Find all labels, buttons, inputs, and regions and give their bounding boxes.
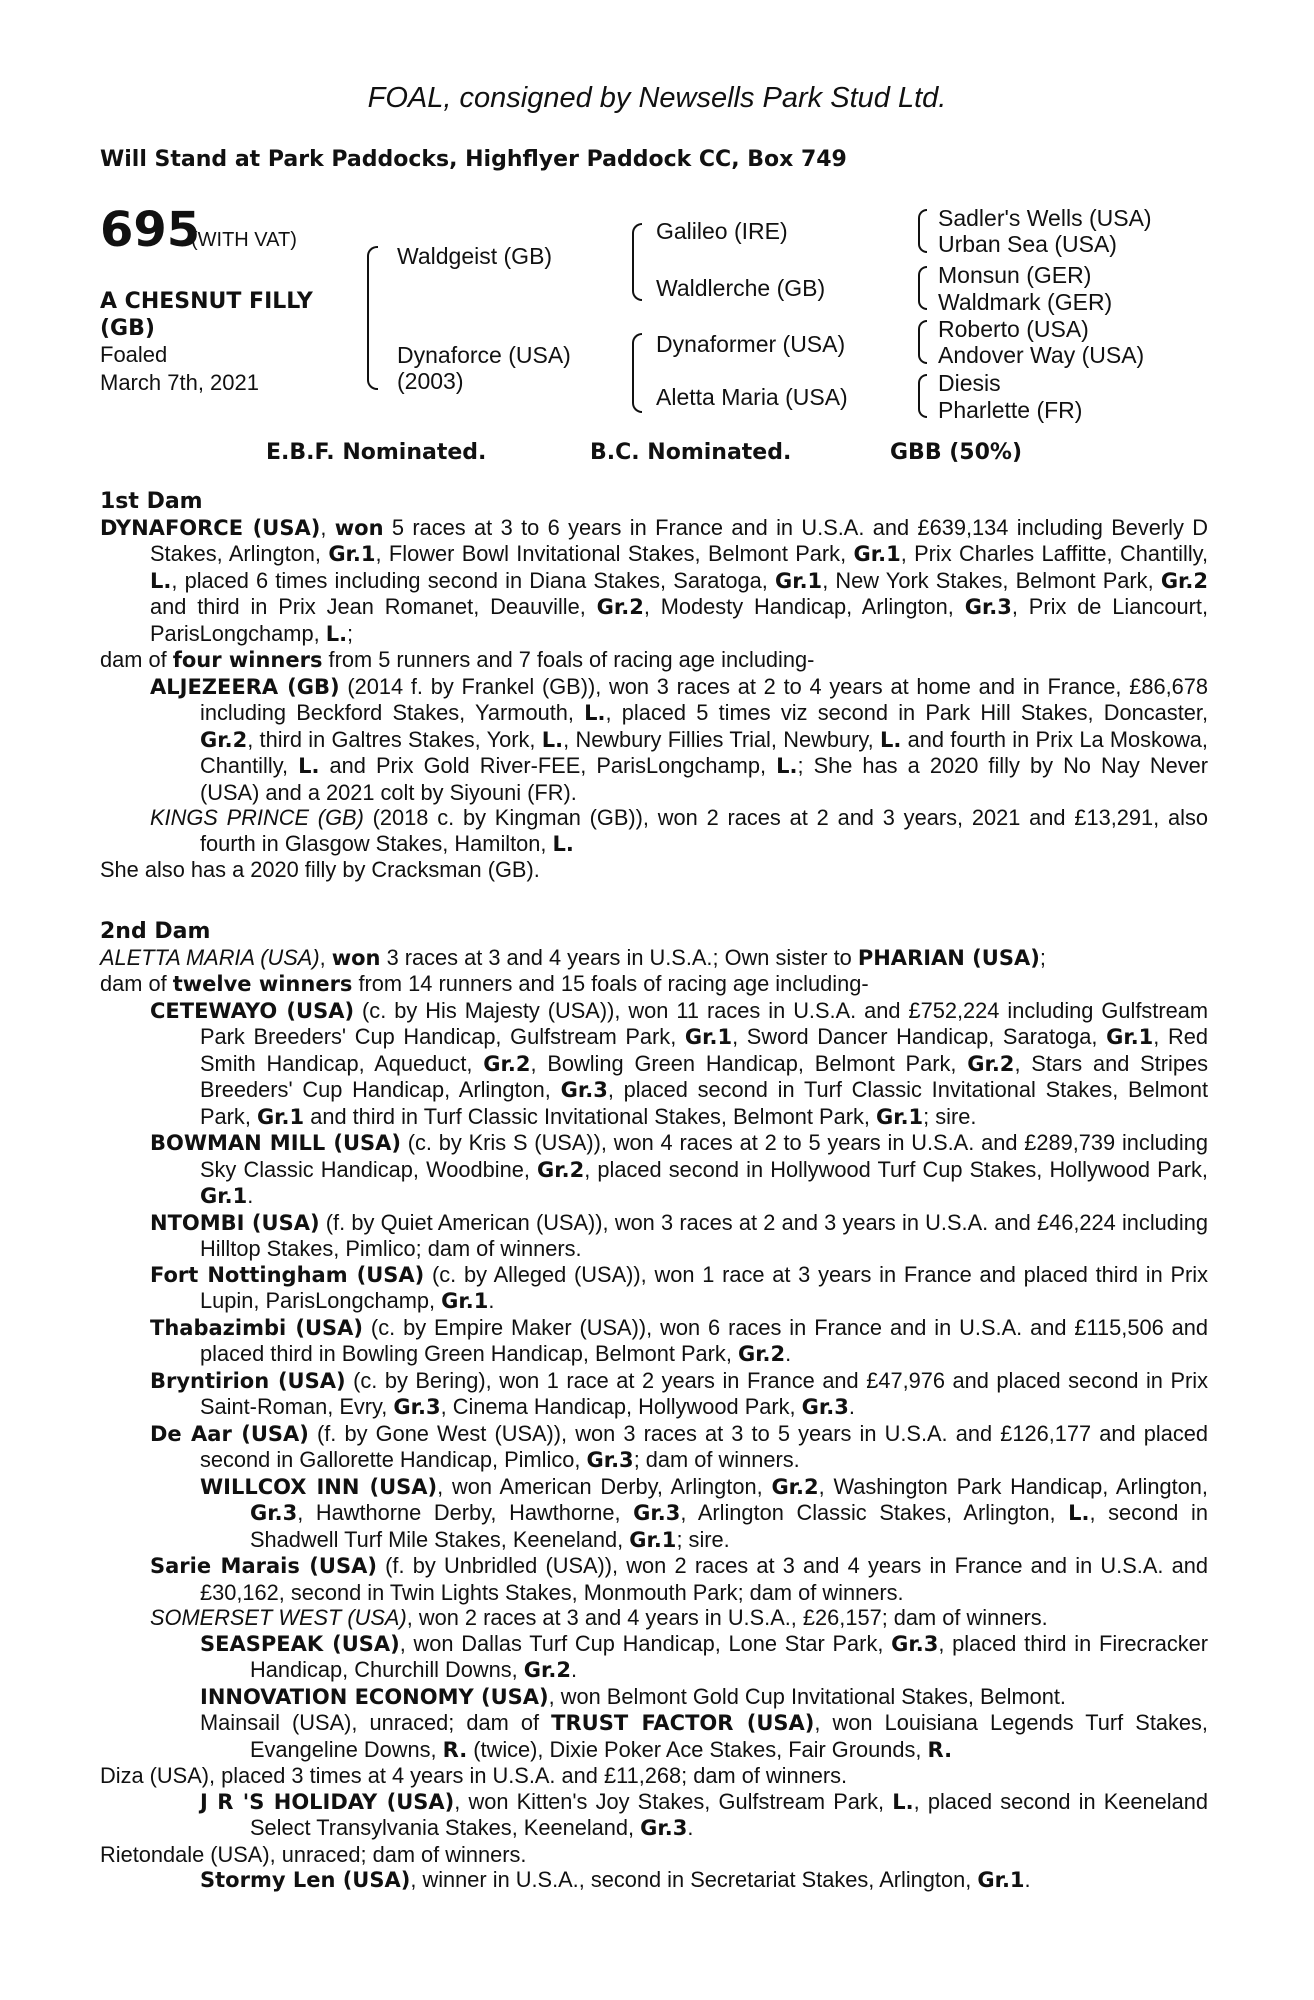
produce-entry (100, 1842, 1208, 1868)
horse-name: De Aar (USA) (150, 1421, 309, 1446)
record-text: and fourth in Prix La Moskowa, Chantilly, (200, 726, 1208, 778)
won-label: won (331, 945, 381, 970)
grade-label: Gr.3 (586, 1448, 634, 1472)
record-text: , placed 5 times viz second in Park Hill Stakes, Doncaster, (605, 700, 1208, 725)
horse-name: Bryntirion (USA) (150, 1368, 346, 1393)
horse-name: J R 'S HOLIDAY (USA) (200, 1789, 455, 1814)
lot-country: (GB) (100, 316, 155, 341)
foaled-info (100, 341, 259, 397)
grade-label: L. (541, 727, 564, 752)
horse-name: TRUST FACTOR (USA) (551, 1711, 815, 1735)
produce-entry (100, 1684, 1208, 1711)
dam-name: DYNAFORCE (USA) (100, 515, 321, 540)
lot-description (100, 288, 313, 342)
record-text: , winner in U.S.A., second in Secretariat Stakes, Arlington, (410, 1867, 978, 1892)
record-text: (f. by Quiet American (USA)), won 3 races at 2 and 3 years in U.S.A. and £46,224 including Hilltop Stakes, Pimlico; dam of winners. (200, 1209, 1208, 1261)
produce-entry (100, 1631, 1208, 1684)
record-text: Mainsail (USA), unraced; dam of (200, 1710, 552, 1735)
record-text: (2014 f. by Frankel (GB)), won 3 races at 2 to 4 years at home and in France, £86,678 including Beckford Stakes, Yarmouth, (200, 673, 1208, 725)
record-text: , New York Stakes, Belmont Park, (822, 567, 1161, 593)
grade-label: Gr.2 (200, 727, 248, 752)
pedigree-g5: Roberto (USA) (938, 316, 1089, 342)
pedigree-brace-main (367, 246, 378, 390)
winners-count: twelve winners (172, 972, 353, 996)
stand-location: Will Stand at Park Paddocks, Highflyer Paddock CC, Box 749 (100, 147, 847, 172)
produce-entry (100, 1130, 1208, 1210)
grade-label: Gr.2 (483, 1051, 531, 1076)
pedigree-g3: Monsun (GER) (938, 262, 1092, 288)
record-text: . (488, 1288, 495, 1313)
first-dam-heading: 1st Dam (100, 489, 203, 514)
record-text: ; (1039, 944, 1046, 970)
horse-name: Stormy Len (USA) (200, 1868, 411, 1892)
pedigree-g7: Diesis (938, 370, 1001, 396)
grade-label: Gr.1 (774, 568, 823, 593)
horse-name: PHARIAN (USA) (857, 945, 1040, 970)
produce-entry (100, 1262, 1208, 1315)
grade-label: Gr.3 (560, 1078, 608, 1102)
produce-entry (100, 1474, 1208, 1554)
record-text: . (571, 1657, 578, 1682)
produce-entry (100, 1368, 1208, 1421)
grade-label: Gr.1 (977, 1868, 1025, 1892)
bc-nominated: B.C. Nominated. (590, 440, 792, 465)
grade-label: L. (1068, 1501, 1090, 1525)
record-text: , placed second in Hollywood Turf Cup Stakes, Hollywood Park, (584, 1156, 1208, 1182)
horse-name: NTOMBI (USA) (150, 1210, 320, 1235)
horse-name: ALJEZEERA (GB) (150, 674, 340, 699)
grade-label: Gr.1 (629, 1527, 677, 1552)
horse-name: Fort Nottingham (USA) (150, 1262, 425, 1287)
pedigree-brace-g1 (918, 209, 927, 253)
grade-label: Gr.2 (1160, 568, 1209, 593)
record-text: , won Kitten's Joy Stakes, Gulfstream Park, (454, 1788, 893, 1814)
gbb-premium: GBB (50%) (890, 440, 1023, 465)
record-text: . (785, 1341, 792, 1366)
pedigree-dam-year: (2003) (397, 368, 464, 394)
record-text: (f. by Gone West (USA)), won 3 races at 3 to 5 years in U.S.A. and £126,177 and placed second in Gallorette Handicap, Pimlico, (200, 1420, 1208, 1472)
record-text: , Flower Bowl Invitational Stakes, Belmont Park, (375, 541, 854, 566)
record-text: ; sire. (676, 1526, 730, 1552)
horse-name: INNOVATION ECONOMY (USA) (200, 1684, 549, 1709)
lot-sex: A CHESNUT FILLY (100, 289, 313, 314)
record-text: (2018 c. by Kingman (GB)), won 2 races at 2 and 3 years, 2021 and £13,291, also fourth in Glasgow Stakes, Hamilton, (200, 805, 1208, 856)
first-dam-record: DYNAFORCE (USA), won 5 races at 3 to 6 years in France and in U.S.A. and £639,134 including Beverly D Stakes, Arlington, Gr.1, Flower Bowl Invitational Stakes, Belmont Park, Gr.1, Prix Charles Laffitte, Chantilly, L., placed 6 times including second in Diana Stakes, Saratoga, Gr.1, New York Stakes, Belmont Park, Gr.2 and third in Prix Jean Romanet, Deauville, Gr.2, Modesty Handicap, Arlington, Gr.3, Prix de Liancourt, ParisLongchamp, L.; (100, 514, 1209, 646)
pedigree-brace-g2 (918, 266, 927, 310)
pedigree-g2: Urban Sea (USA) (938, 231, 1117, 257)
record-text: , won American Derby, Arlington, (437, 1473, 772, 1499)
produce-entry (100, 1421, 1208, 1474)
record-text: 3 races at 3 and 4 years in U.S.A.; Own sister to (380, 944, 858, 970)
grade-label: Gr.3 (891, 1631, 939, 1656)
record-text: and third in Turf Classic Invitational Stakes, Belmont Park, (304, 1103, 876, 1129)
grade-label: Gr.3 (633, 1501, 681, 1525)
grade-label: Gr.1 (441, 1289, 489, 1313)
pedigree-g6: Andover Way (USA) (938, 342, 1145, 368)
horse-name: WILLCOX INN (USA) (200, 1474, 438, 1499)
record-text: and third in Prix Jean Romanet, Deauville, (150, 594, 597, 619)
pedigree-g8: Pharlette (FR) (938, 397, 1083, 423)
pedigree-brace-dam (632, 333, 642, 413)
record-text: (f. by Unbridled (USA)), won 2 races at 3 and 4 years in France and in U.S.A. and £30,162, second in Twin Lights Stakes, Monmouth Park; dam of winners. (200, 1553, 1208, 1605)
record-text: 5 races at 3 to 6 years in France and in U.S.A. and £639,134 including Beverly D Stakes, Arlington, (150, 514, 1208, 566)
record-text: Diza (USA), placed 3 times at 4 years in U.S.A. and £11,268; dam of winners. (100, 1763, 848, 1788)
grade-label: Gr.1 (684, 1025, 733, 1049)
pedigree-sire-sire: Galileo (IRE) (656, 218, 788, 244)
grade-label: Gr.1 (1106, 1025, 1154, 1049)
second-dam-record: ALETTA MARIA (USA), won 3 races at 3 and 4 years in U.S.A.; Own sister to PHARIAN (USA); (100, 944, 1046, 970)
record-text: , Stars and Stripes Breeders' Cup Handicap, Arlington, (200, 1050, 1208, 1102)
record-text: (c. by His Majesty (USA)), won 11 races in U.S.A. and £752,224 including Gulfstream Park Breeders' Cup Handicap, Gulfstream Park, (200, 997, 1208, 1049)
pedigree-brace-g4 (918, 374, 927, 418)
pedigree-brace-sire (632, 223, 642, 301)
produce-entry (100, 1763, 1208, 1789)
record-text: , Newbury Fillies Trial, Newbury, (563, 726, 880, 752)
record-text: , Prix de Liancourt, ParisLongchamp, (150, 594, 1208, 646)
produce-entry (100, 1553, 1208, 1605)
horse-name: SOMERSET WEST (USA) (150, 1605, 407, 1630)
first-dam-also: She also has a 2020 filly by Cracksman (GB). (100, 857, 540, 882)
record-text: , third in Galtres Stakes, York, (247, 726, 542, 752)
pedigree-brace-g3 (918, 320, 927, 364)
record-text: , second in Shadwell Turf Mile Stakes, Keeneland, (250, 1500, 1208, 1552)
horse-name: Thabazimbi (USA) (150, 1315, 363, 1340)
record-text: ; dam of winners. (633, 1447, 800, 1472)
record-text: from 5 runners and 7 foals of racing age including- (322, 647, 815, 672)
grade-label: Gr.2 (596, 595, 644, 619)
horse-name: KINGS PRINCE (GB) (150, 805, 364, 830)
record-text: , Cinema Handicap, Hollywood Park, (440, 1394, 802, 1419)
produce-entry (100, 674, 1208, 806)
record-text: , Arlington Classic Stakes, Arlington, (680, 1500, 1069, 1525)
record-text: (c. by Empire Maker (USA)), won 6 races in France and in U.S.A. and £115,506 and placed third in Bowling Green Handicap, Belmont Park, (200, 1314, 1208, 1366)
grade-label: L. (879, 727, 902, 752)
lot-number: 695 (100, 202, 201, 258)
pedigree-dam: Dynaforce (USA) (397, 342, 571, 368)
grade-label: Gr.2 (737, 1342, 786, 1366)
produce-entry (100, 1605, 1208, 1631)
record-text: , Washington Park Handicap, Arlington, (818, 1473, 1208, 1499)
grade-label: Gr.3 (640, 1816, 688, 1840)
record-text: ; She has a 2020 filly by No Nay Never (USA) and a 2021 colt by Siyouni (FR). (200, 753, 1208, 805)
record-text: , Bowling Green Handicap, Belmont Park, (530, 1050, 968, 1076)
produce-entry (100, 805, 1208, 857)
grade-label: L. (892, 1789, 914, 1814)
grade-label: Gr.2 (771, 1474, 819, 1499)
horse-name: Sarie Marais (USA) (150, 1554, 377, 1578)
produce-entry (100, 1710, 1208, 1763)
grade-label: L. (150, 568, 172, 593)
record-text: . (687, 1815, 694, 1840)
record-text: (c. by Bering), won 1 race at 2 years in France and £47,976 and placed second in Prix Saint-Roman, Evry, (200, 1367, 1208, 1419)
consignor-line: FOAL, consigned by Newsells Park Stud Ltd. (367, 82, 947, 114)
record-text: , won Dallas Turf Cup Handicap, Lone Star Park, (399, 1630, 892, 1656)
second-dam-produce-summary (100, 971, 1208, 998)
grade-label: Gr.1 (875, 1104, 924, 1129)
record-text: . (1024, 1867, 1031, 1892)
grade-label: R. (442, 1737, 468, 1762)
first-dam-produce-summary (100, 647, 1208, 674)
record-text: . (848, 1394, 855, 1419)
winners-count: four winners (172, 648, 323, 672)
pedigree-dam-dam: Aletta Maria (USA) (656, 384, 848, 410)
first-dam-section (100, 489, 1208, 883)
record-text: , placed second in Turf Classic Invitational Stakes, Belmont Park, (200, 1077, 1208, 1129)
record-text: (c. by Alleged (USA)), won 1 race at 3 years in France and placed third in Prix Lupin, ParisLongchamp, (200, 1261, 1209, 1313)
grade-label: Gr.3 (964, 595, 1012, 619)
grade-label: Gr.2 (537, 1157, 585, 1182)
second-dam-section (100, 919, 1208, 1894)
record-text: , placed third in Firecracker Handicap, Churchill Downs, (250, 1630, 1209, 1682)
record-text: Rietondale (USA), unraced; dam of winners. (100, 1841, 527, 1867)
grade-label: Gr.1 (328, 542, 376, 566)
record-text: (twice), Dixie Poker Ace Stakes, Fair Grounds, (467, 1736, 928, 1762)
grade-label: Gr.3 (801, 1395, 849, 1419)
horse-name: CETEWAYO (USA) (150, 998, 355, 1023)
pedigree-g1: Sadler's Wells (USA) (938, 205, 1152, 231)
grade-label: Gr.3 (250, 1501, 298, 1525)
record-text: ; sire. (923, 1103, 977, 1129)
produce-entry (100, 1210, 1208, 1262)
grade-label: L. (552, 831, 574, 856)
grade-label: Gr.1 (200, 1184, 248, 1208)
record-text: , Sword Dancer Handicap, Saratoga, (732, 1024, 1107, 1049)
horse-name: SEASPEAK (USA) (200, 1631, 400, 1656)
horse-name: BOWMAN MILL (USA) (150, 1131, 401, 1155)
dam-name: ALETTA MARIA (USA) (100, 944, 320, 970)
record-text: , Red Smith Handicap, Aqueduct, (200, 1024, 1208, 1076)
produce-entry (100, 1867, 1208, 1894)
record-text: dam of (100, 647, 173, 672)
record-text: , placed second in Keeneland Select Transylvania Stakes, Keeneland, (250, 1788, 1208, 1840)
vat-label: (WITH VAT) (191, 229, 297, 251)
won-label: won (334, 515, 384, 540)
pedigree-sire: Waldgeist (GB) (397, 243, 553, 269)
foaled-date: March 7th, 2021 (100, 370, 259, 395)
grade-label: R. (927, 1737, 953, 1762)
second-dam-heading: 2nd Dam (100, 919, 211, 944)
grade-label: Gr.1 (256, 1104, 305, 1129)
ebf-nominated: E.B.F. Nominated. (266, 440, 487, 465)
record-text: from 14 runners and 15 foals of racing age including- (352, 971, 869, 996)
grade-label: L. (776, 754, 798, 778)
record-text: (c. by Kris S (USA)), won 4 races at 2 to 5 years in U.S.A. and £289,739 including Sky Classic Handicap, Woodbine, (200, 1130, 1208, 1182)
record-text: , Prix Charles Laffitte, Chantilly, (900, 541, 1209, 566)
record-text: dam of (100, 971, 173, 996)
grade-label: Gr.3 (393, 1395, 441, 1419)
grade-label: Gr.1 (853, 542, 901, 566)
pedigree-dam-sire: Dynaformer (USA) (656, 331, 846, 357)
record-text: , won Louisiana Legends Turf Stakes, Evangeline Downs, (250, 1710, 1208, 1762)
grade-label: L. (325, 621, 348, 646)
grade-label: L. (298, 754, 320, 778)
record-text: and Prix Gold River-FEE, ParisLongchamp, (319, 753, 777, 778)
produce-entry (100, 998, 1208, 1131)
record-text: , won 2 races at 3 and 4 years in U.S.A., £26,157; dam of winners. (406, 1605, 1048, 1630)
record-text: . (247, 1183, 254, 1208)
produce-entry (100, 1789, 1208, 1842)
grade-label: Gr.2 (967, 1051, 1015, 1076)
foaled-label: Foaled (100, 342, 168, 367)
grade-label: L. (584, 701, 606, 725)
record-text: , Hawthorne Derby, Hawthorne, (297, 1500, 634, 1525)
produce-entry (100, 1315, 1208, 1368)
record-text: , won Belmont Gold Cup Invitational Stakes, Belmont. (548, 1683, 1066, 1709)
record-text: , placed 6 times including second in Diana Stakes, Saratoga, (171, 567, 775, 593)
pedigree-g4: Waldmark (GER) (938, 289, 1113, 315)
pedigree-sire-dam: Waldlerche (GB) (656, 275, 826, 301)
record-text: ; (347, 620, 354, 646)
grade-label: Gr.2 (523, 1658, 571, 1682)
record-text: , Modesty Handicap, Arlington, (643, 594, 965, 619)
